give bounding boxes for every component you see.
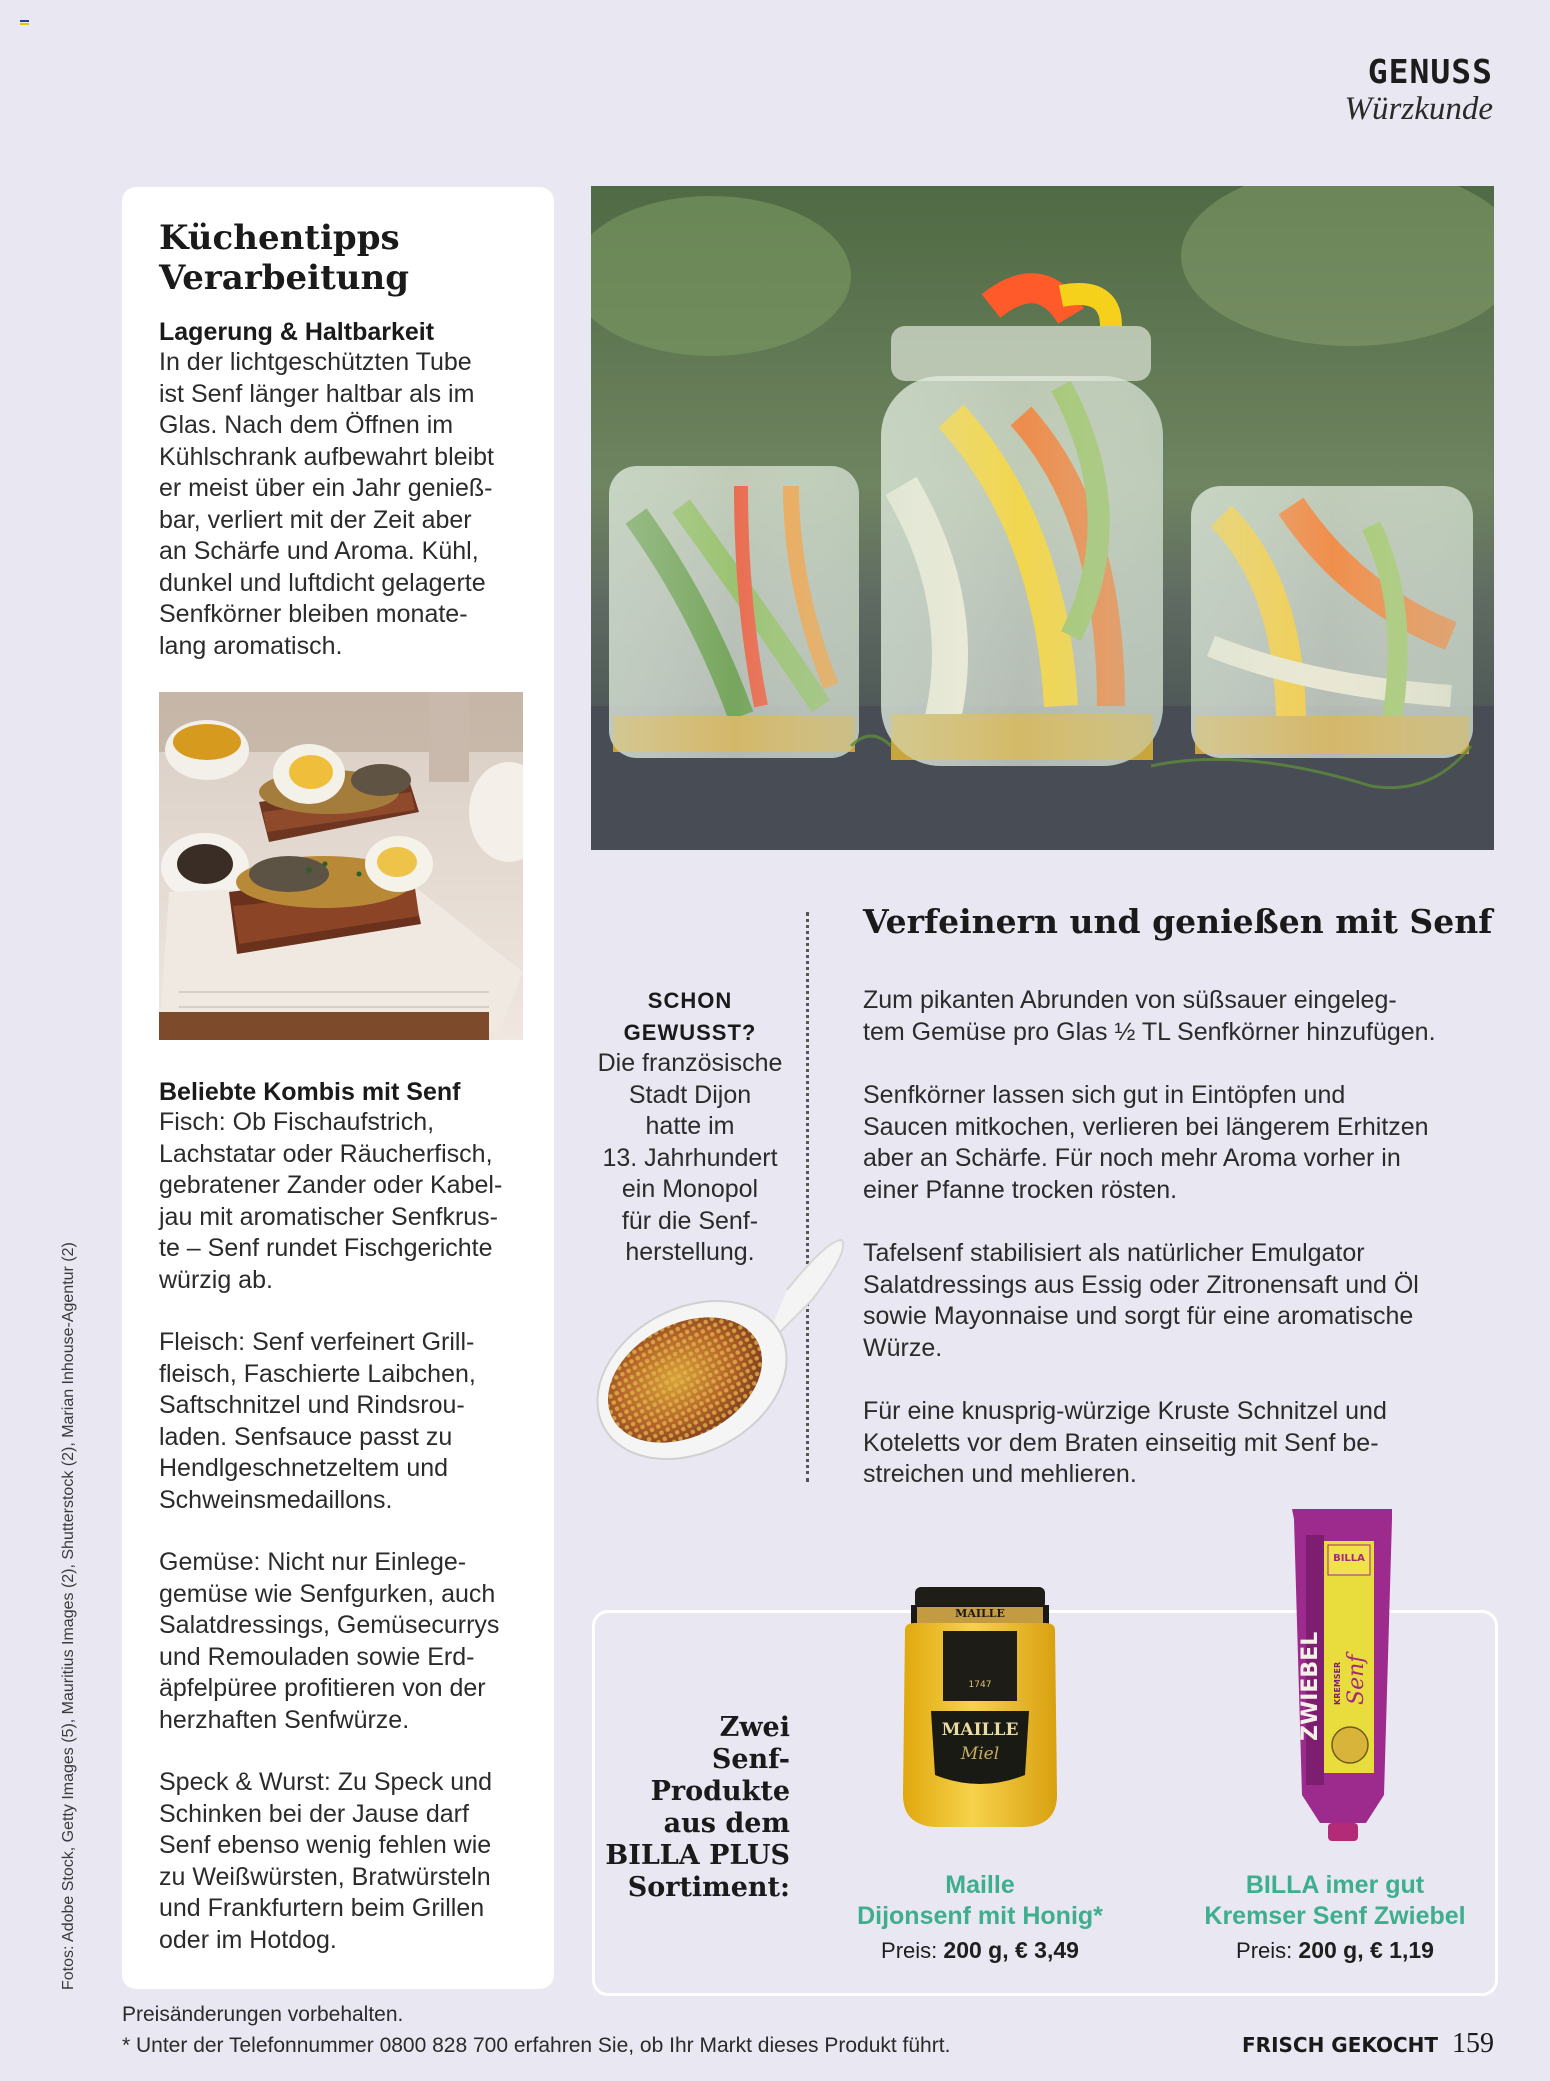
- text-line: lang aromatisch.: [159, 631, 343, 660]
- jar-brand-top: MAILLE: [955, 1607, 1005, 1620]
- pickled-jars-photo: [591, 186, 1494, 850]
- product-1-price: [800, 1937, 1160, 1964]
- text-line: er meist über ein Jahr genieß-: [159, 474, 493, 502]
- magazine-name: FRISCH GEKOCHT: [1242, 2033, 1439, 2057]
- combos-veg: [159, 1547, 539, 1736]
- photo-credit-text: Fotos: Adobe Stock, Getty Images (5), Mauritius Images (2), Shutterstock (2), Marian Inhouse-Agentur (2): [60, 1242, 77, 1990]
- storage-text: [159, 347, 539, 662]
- text-line: streichen und mehlieren.: [863, 1460, 1137, 1488]
- text-line: ein Monopol: [621, 1175, 759, 1203]
- section-subtitle: Würzkunde: [1344, 91, 1493, 127]
- text-line: Senf ebenso wenig fehlen wie: [159, 1831, 492, 1859]
- paragraph-1: [863, 985, 1493, 1048]
- text-line: Hendlgeschnetzeltem und: [159, 1454, 449, 1482]
- text-line: fleisch, Faschierte Laibchen,: [159, 1359, 476, 1388]
- card-title-line: Küchentipps: [159, 218, 400, 258]
- footer-footnote: * Unter der Telefonnummer 0800 828 700 erfahren Sie, ob Ihr Markt dieses Produkt führt.: [122, 2034, 951, 2057]
- section-title: GENUSS: [1367, 52, 1493, 91]
- section-header: [1345, 52, 1493, 128]
- product-name-line: Dijonsenf mit Honig*: [857, 1902, 1103, 1930]
- products-heading: [600, 1712, 790, 1904]
- text-line: sowie Mayonnaise und sorgt für eine aromatische: [863, 1302, 1414, 1330]
- text-line: Fisch: Ob Fischaufstrich,: [159, 1108, 435, 1136]
- text-line: und Frankfurtern beim Grillen: [159, 1894, 485, 1922]
- tube-brand: BILLA: [1333, 1553, 1365, 1564]
- text-line: Zwei: [719, 1712, 790, 1743]
- tip-heading: SCHON: [647, 988, 733, 1013]
- paragraph-2: [863, 1080, 1493, 1206]
- text-line: würzig ab.: [159, 1265, 273, 1294]
- tip-heading: GEWUSST?: [623, 1019, 757, 1045]
- text-line: Die französische: [597, 1049, 783, 1077]
- text-line: Fleisch: Senf verfeinert Grill-: [159, 1328, 475, 1356]
- text-line: Tafelsenf stabilisiert als natürlicher Emulgator: [863, 1239, 1365, 1267]
- text-line: aus dem: [663, 1808, 790, 1839]
- text-line: dunkel und luftdicht gelagerte: [159, 568, 486, 597]
- text-line: gebratener Zander oder Kabel-: [159, 1171, 503, 1199]
- paragraph-3: [863, 1238, 1493, 1364]
- text-line: Salatdressings, Gemüsecurrys: [159, 1611, 500, 1639]
- text-line: oder im Hotdog.: [159, 1925, 337, 1954]
- text-line: jau mit aromatischer Senfkrus-: [159, 1202, 499, 1231]
- text-line: bar, verliert mit der Zeit aber: [159, 505, 472, 534]
- text-line: Senf-: [711, 1744, 790, 1775]
- product-2-name: [1155, 1870, 1515, 1932]
- product-1-name: [800, 1870, 1160, 1932]
- text-line: In der lichtgeschützten Tube: [159, 348, 472, 376]
- footer-note: Preisänderungen vorbehalten.: [122, 2003, 404, 2026]
- text-line: Senfkörner lassen sich gut in Eintöpfen und: [863, 1081, 1346, 1109]
- paragraph-4: [863, 1396, 1493, 1491]
- text-line: Senfkörner bleiben monate-: [159, 600, 468, 628]
- text-line: Lachstatar oder Räucherfisch,: [159, 1139, 493, 1168]
- product-2-price: [1155, 1937, 1515, 1964]
- photo-credit: [60, 1140, 86, 1990]
- text-line: Zum pikanten Abrunden von süßsauer eingeleg-: [863, 986, 1397, 1014]
- text-line: zu Weißwürsten, Bratwürsteln: [159, 1862, 491, 1891]
- jar-brand: MAILLE: [941, 1720, 1019, 1740]
- text-line: ist Senf länger haltbar als im: [159, 379, 475, 408]
- combos-fish: [159, 1107, 539, 1296]
- text-line: Salatdressings aus Essig oder Zitronensaft und Öl: [863, 1270, 1419, 1299]
- combos-sausage: [159, 1767, 539, 1956]
- text-line: tem Gemüse pro Glas ½ TL Senfkörner hinzufügen.: [863, 1017, 1436, 1046]
- price-label: Preis:: [1236, 1938, 1293, 1963]
- text-line: hatte im: [645, 1112, 735, 1140]
- text-line: Speck & Wurst: Zu Speck und: [159, 1768, 493, 1796]
- text-line: Gemüse: Nicht nur Einlege-: [159, 1548, 467, 1576]
- text-line: te – Senf rundet Fischgerichte: [159, 1234, 493, 1262]
- text-line: gemüse wie Senfgurken, auch: [159, 1579, 496, 1608]
- tube-small: KREMSER: [1333, 1661, 1342, 1705]
- product-name-line: Maille: [945, 1871, 1015, 1899]
- text-line: äpfelpüree profitieren von der: [159, 1674, 486, 1702]
- combos-meat: [159, 1327, 539, 1516]
- text-line: herzhaften Senfwürze.: [159, 1705, 410, 1734]
- text-line: Kühlschrank aufbewahrt bleibt: [159, 442, 494, 471]
- text-line: und Remouladen sowie Erd-: [159, 1642, 475, 1671]
- text-line: Schweinsmedaillons.: [159, 1485, 393, 1514]
- did-you-know-box: [583, 985, 797, 1269]
- page-number: 159: [1452, 2028, 1494, 2059]
- text-line: Sortiment:: [627, 1872, 790, 1903]
- text-line: Stadt Dijon: [628, 1080, 752, 1109]
- text-line: Produkte: [650, 1776, 790, 1807]
- mustard-seed-spoon-image: [587, 1230, 847, 1470]
- tube-script: Senf: [1344, 1654, 1369, 1705]
- storage-section: [159, 318, 539, 662]
- product-name-line: BILLA imer gut: [1245, 1871, 1425, 1899]
- price-label: Preis:: [881, 1938, 938, 1963]
- storage-heading: Lagerung & Haltbarkeit: [159, 318, 435, 346]
- jar-year: 1747: [968, 1680, 992, 1690]
- text-line: 13. Jahrhundert: [602, 1143, 778, 1172]
- product-name-line: Kremser Senf Zwiebel: [1204, 1902, 1466, 1930]
- price-value: 200 g, € 3,49: [943, 1937, 1079, 1963]
- card-title-line: Verarbeitung: [159, 258, 409, 298]
- text-line: Koteletts vor dem Braten einseitig mit Senf be-: [863, 1428, 1379, 1457]
- text-line: Würze.: [863, 1333, 943, 1362]
- billa-tube-image: [1288, 1505, 1398, 1845]
- text-line: Schinken bei der Jause darf: [159, 1799, 469, 1828]
- card-title: [159, 218, 409, 298]
- combos-heading: Beliebte Kombis mit Senf: [159, 1078, 461, 1106]
- text-line: Saftschnitzel und Rindsrou-: [159, 1391, 465, 1419]
- maille-jar-image: [895, 1585, 1065, 1835]
- text-line: Für eine knusprig-würzige Kruste Schnitzel und: [863, 1397, 1387, 1425]
- text-line: laden. Senfsauce passt zu: [159, 1422, 453, 1451]
- mustard-toast-photo: [159, 692, 523, 1040]
- flag-icon: [20, 20, 29, 27]
- text-line: einer Pfanne trocken rösten.: [863, 1175, 1178, 1204]
- article-title: Verfeinern und genießen mit Senf: [863, 902, 1493, 941]
- jar-flavor: Miel: [960, 1744, 1000, 1764]
- text-line: Saucen mitkochen, verlieren bei längerem Erhitzen: [863, 1112, 1429, 1141]
- text-line: an Schärfe und Aroma. Kühl,: [159, 537, 479, 565]
- combos-section: [159, 1078, 539, 1956]
- tube-word: ZWIEBEL: [1298, 1631, 1323, 1741]
- text-line: herstellung.: [625, 1238, 755, 1266]
- text-line: aber an Schärfe. Für noch mehr Aroma vorher in: [863, 1144, 1401, 1172]
- price-value: 200 g, € 1,19: [1298, 1937, 1434, 1963]
- text-line: für die Senf-: [621, 1206, 759, 1235]
- text-line: BILLA PLUS: [605, 1840, 790, 1871]
- text-line: Glas. Nach dem Öffnen im: [159, 411, 454, 439]
